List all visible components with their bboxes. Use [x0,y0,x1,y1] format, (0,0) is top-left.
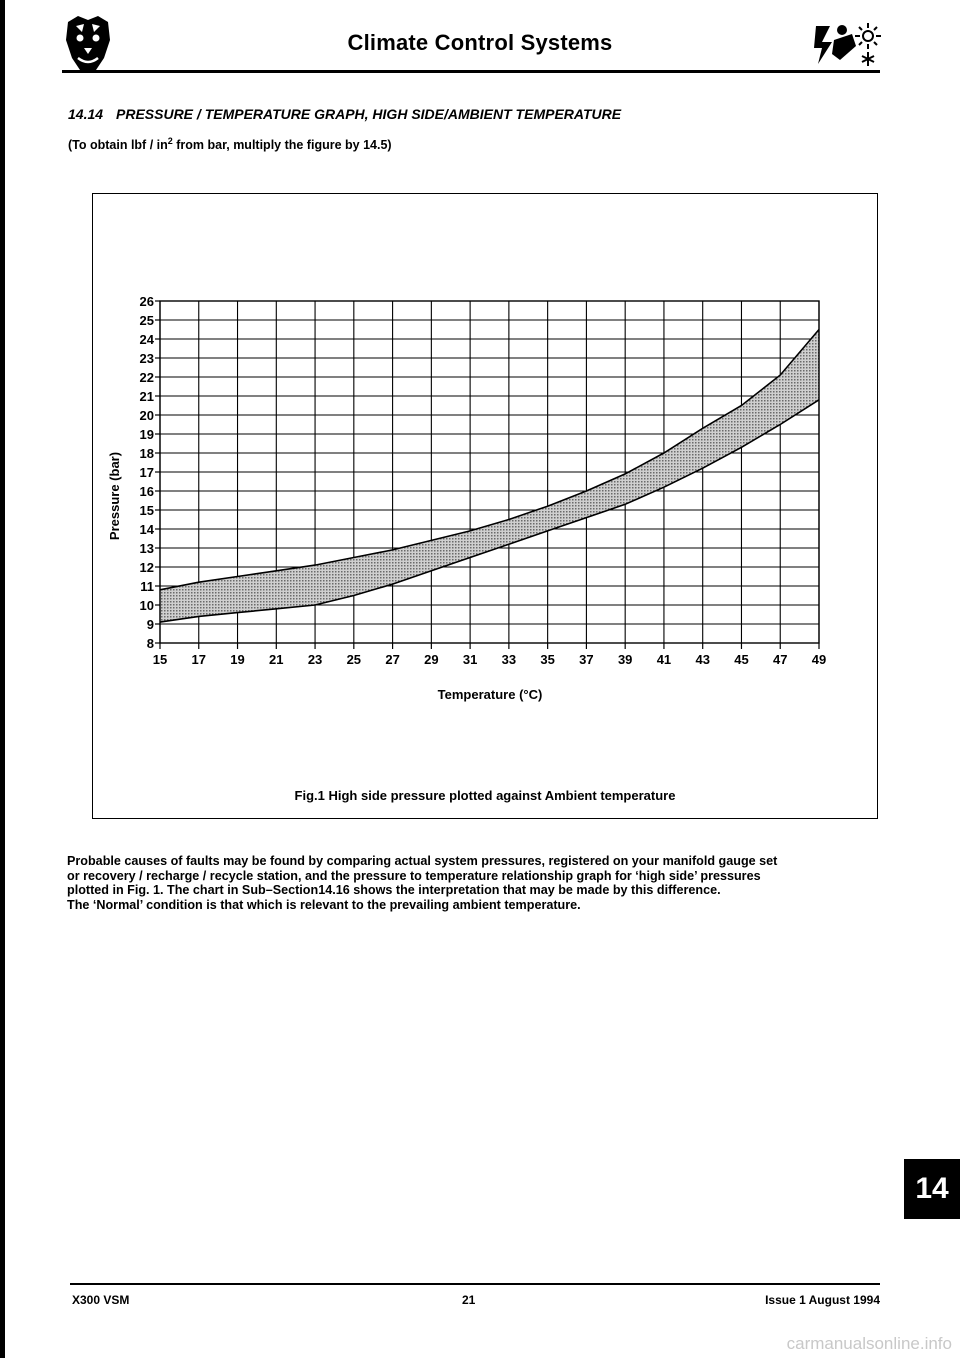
figure-caption: Fig.1 High side pressure plotted against Ambient temperature [294,788,676,803]
footer-manual-id: X300 VSM [72,1293,130,1307]
y-tick-label: 11 [140,579,154,594]
x-tick-label: 41 [656,652,672,667]
x-tick-label: 35 [540,652,555,667]
section-title: PRESSURE / TEMPERATURE GRAPH, HIGH SIDE/AMBIENT TEMPERATURE [116,106,622,122]
section-tab: 14 [904,1159,960,1219]
body-line: Probable causes of faults may be found by comparing actual system pressures, registered on your manifold gauge set [67,854,778,868]
y-tick-label: 15 [139,503,154,518]
y-tick-label: 26 [139,294,154,309]
y-tick-label: 23 [139,351,154,366]
body-paragraph [67,854,887,912]
section-number: 14.14 [68,106,104,122]
y-tick-label: 14 [139,522,154,537]
x-axis-label: Temperature (°C) [437,687,543,702]
x-tick-labels [153,652,826,667]
y-tick-labels [140,294,155,651]
note-suffix: from bar, multiply the figure by 14.5) [172,138,392,153]
x-tick-label: 25 [346,652,362,667]
page-edge-bar [0,0,5,1358]
y-tick-label: 17 [139,465,154,480]
note-prefix: (To obtain lbf / in [68,138,168,153]
x-tick-label: 23 [307,652,323,667]
x-tick-label: 15 [152,652,168,667]
y-tick-label: 19 [139,427,154,442]
y-tick-label: 13 [139,541,154,556]
y-tick-label: 10 [139,598,154,613]
y-tick-label: 16 [139,484,154,499]
x-tick-label: 33 [501,652,517,667]
body-line: The ‘Normal’ condition is that which is relevant to the prevailing ambient temperature. [67,897,581,912]
climate-control-icon [812,20,882,68]
x-tick-label: 45 [734,652,749,667]
pressure-range-band [160,330,819,623]
footer-page-number: 21 [462,1293,476,1307]
unit-conversion-note [68,136,392,152]
y-tick-label: 20 [139,408,154,423]
x-tick-label: 29 [424,652,439,667]
footer-rule [70,1283,880,1285]
y-tick-label: 8 [146,636,154,651]
x-tick-label: 21 [269,652,284,667]
footer-issue-date: Issue 1 August 1994 [765,1293,880,1307]
x-tick-label: 47 [773,652,788,667]
x-tick-label: 17 [191,652,206,667]
y-tick-label: 18 [139,446,154,461]
x-tick-label: 39 [617,652,633,667]
header-rule [62,70,880,73]
y-axis-label: Pressure (bar) [107,451,122,541]
y-tick-label: 22 [139,370,154,385]
pressure-temperature-chart [92,193,878,819]
page-header-title: Climate Control Systems [347,30,613,55]
section-heading [68,106,621,122]
body-line: or recovery / recharge / recycle station, and the pressure to temperature relationship graph for ‘high side’ pressures [67,868,761,883]
y-tick-label: 12 [139,560,154,575]
y-tick-label: 21 [139,389,154,404]
body-line: plotted in Fig. 1. The chart in Sub–Section14.16 shows the interpretation that may be made by this difference. [67,883,721,898]
y-tick-label: 24 [139,332,154,347]
watermark-text: carmanualsonline.info [786,1334,952,1353]
y-tick-label: 25 [139,313,154,328]
x-tick-label: 49 [811,652,827,667]
x-tick-label: 19 [230,652,245,667]
x-tick-label: 31 [462,652,478,667]
chart-band-layer [160,330,819,623]
y-tick-label: 9 [146,617,154,632]
x-tick-label: 43 [695,652,710,667]
note-superscript: 2 [167,136,173,146]
x-tick-label: 27 [385,652,400,667]
x-tick-label: 37 [579,652,594,667]
